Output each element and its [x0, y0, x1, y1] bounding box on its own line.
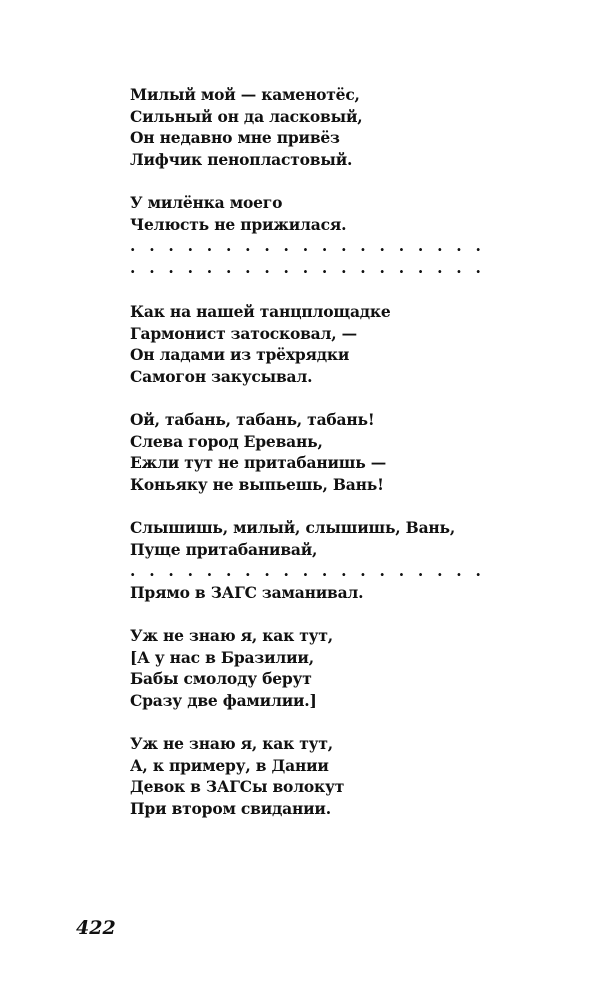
stanza-6: [130, 625, 333, 711]
verse-line: [А у нас в Бразилии,: [130, 647, 314, 667]
verse-line: Ежли тут не притабанишь —: [130, 453, 387, 472]
omission-dots: . . . . . . . . . . . . . . . . . . .: [130, 561, 486, 580]
verse-line: Как на нашей танцплощадке: [130, 302, 391, 321]
verse-line: Он недавно мне привёз: [130, 128, 340, 147]
verse-line: Самогон закусывал.: [130, 366, 313, 386]
stanza-7: [130, 733, 344, 819]
verse-line: Он ладами из трёхрядки: [130, 345, 350, 364]
verse-line: Уж не знаю я, как тут,: [130, 734, 333, 753]
verse-line: У милёнка моего: [130, 193, 283, 212]
verse-line: Слева город Еревань,: [130, 431, 323, 451]
verse-line: Сразу две фамилии.]: [130, 690, 317, 710]
omission-dots: . . . . . . . . . . . . . . . . . . .: [130, 257, 486, 277]
verse-line: Ой, табань, табань, табань!: [130, 410, 375, 429]
verse-line: Лифчик пенопластовый.: [130, 149, 353, 169]
verse-line: Пуще притабанивай,: [130, 539, 318, 559]
verse-line: Прямо в ЗАГС заманивал.: [130, 582, 364, 602]
page-number: 422: [76, 917, 116, 939]
verse-line: Челюсть не прижилася.: [130, 214, 347, 234]
verse-line: Слышишь, милый, слышишь, Вань,: [130, 518, 456, 537]
stanza-4: [130, 409, 386, 495]
verse-line: Уж не знаю я, как тут,: [130, 626, 333, 645]
verse-line: А, к примеру, в Дании: [130, 755, 329, 775]
verse-line: Сильный он да ласковый,: [130, 106, 363, 126]
stanza-1: [130, 84, 362, 170]
verse-line: Милый мой — каменотёс,: [130, 85, 360, 104]
verse-line: Бабы смолоду берут: [130, 669, 312, 688]
verse-line: Коньяку не выпьешь, Вань!: [130, 474, 384, 494]
verse-line: Девок в ЗАГСы волокут: [130, 777, 345, 796]
omission-dots: . . . . . . . . . . . . . . . . . . .: [130, 236, 486, 255]
verse-line: Гармонист затосковал, —: [130, 323, 357, 343]
verse-line: При втором свидании.: [130, 798, 331, 818]
stanza-5: [130, 517, 485, 603]
stanza-2: [130, 192, 485, 278]
stanza-3: [130, 301, 391, 387]
